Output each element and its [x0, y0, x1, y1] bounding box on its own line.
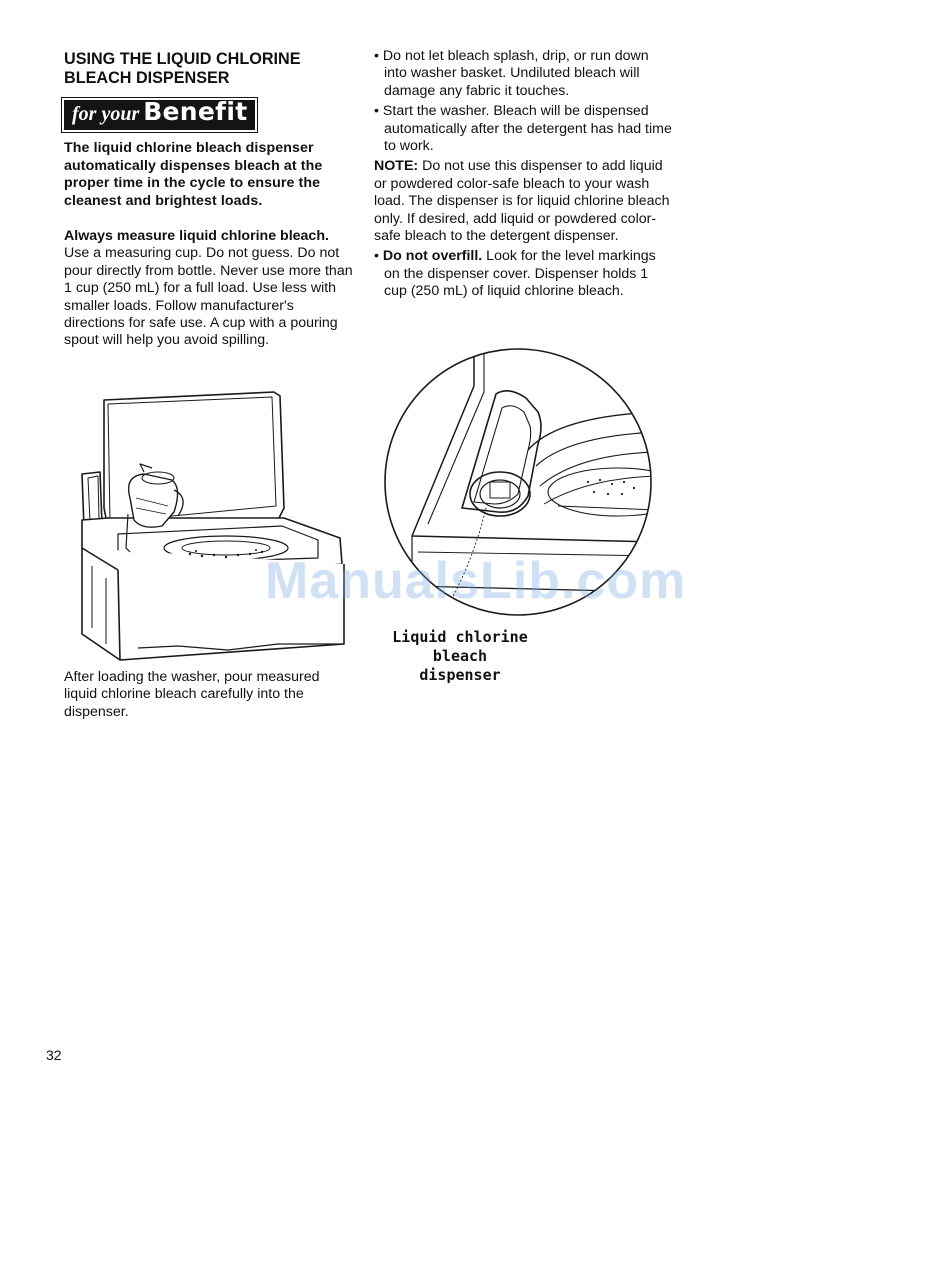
bullet-mark-2: • [374, 103, 379, 120]
note-text: Do not use this dispenser to add liquid or powdered color-safe bleach to your wash load. The dispenser is for liquid chlorine bleach only. If desired, add liquid or powdered color-safe bleach to the detergent dispenser. [374, 158, 670, 245]
intro-paragraph: The liquid chlorine bleach dispenser automatically dispenses bleach at the proper time in the cycle to ensure the cleanest and brightest loads. [64, 140, 323, 209]
badge-small-text: for your [72, 103, 140, 125]
figure-caption-line2: bleach dispenser [419, 647, 501, 684]
bullet-mark-3: • [374, 248, 379, 265]
note-paragraph [374, 158, 674, 245]
overfill-bold-lead: Do not overfill. [382, 248, 483, 265]
bullet-start-washer-text: Start the washer. Bleach will be dispensed automatically after the detergent has had time to work. [382, 103, 672, 155]
watermark: ManualsLib.com [265, 552, 687, 610]
note-label: NOTE: [374, 158, 419, 175]
bullet-do-not-overfill [374, 248, 674, 300]
measure-text: Use a measuring cup. Do not guess. Do not pour directly from bottle. Never use more than 1 cup (250 mL) for a full load. Use less with smaller loads. Follow manufacturer's directions for safe use. A cup with a pouring spout will help you avoid spilling. [64, 245, 353, 349]
page-number: 32 [46, 1047, 62, 1063]
measure-paragraph [64, 228, 354, 350]
measure-bold-lead: Always measure liquid chlorine bleach. [64, 228, 329, 245]
overfill-text: Look for the level markings on the dispenser cover. Dispenser holds 1 cup (250 mL) of liquid chlorine bleach. [384, 248, 656, 300]
section-heading-line1: USING THE LIQUID CHLORINE [64, 50, 301, 68]
washer-illustration [78, 388, 350, 663]
section-heading-line2: BLEACH DISPENSER [64, 69, 230, 87]
after-loading-text: After loading the washer, pour measured liquid chlorine bleach carefully into the dispenser. [64, 669, 320, 720]
for-your-benefit-badge [64, 97, 255, 130]
badge-big-text: Benefit [143, 97, 248, 126]
left-column [64, 50, 354, 350]
right-column [374, 48, 674, 301]
bullet-no-splash [374, 48, 674, 100]
bullet-mark-1: • [374, 48, 379, 64]
figure-caption [390, 628, 530, 685]
figure-caption-line1: Liquid chlorine [392, 628, 528, 646]
after-loading-caption [64, 669, 354, 721]
bullet-start-washer [374, 103, 674, 155]
bullet-no-splash-text: Do not let bleach splash, drip, or run down into washer basket. Undiluted bleach will damage any fabric it touches. [382, 48, 649, 99]
